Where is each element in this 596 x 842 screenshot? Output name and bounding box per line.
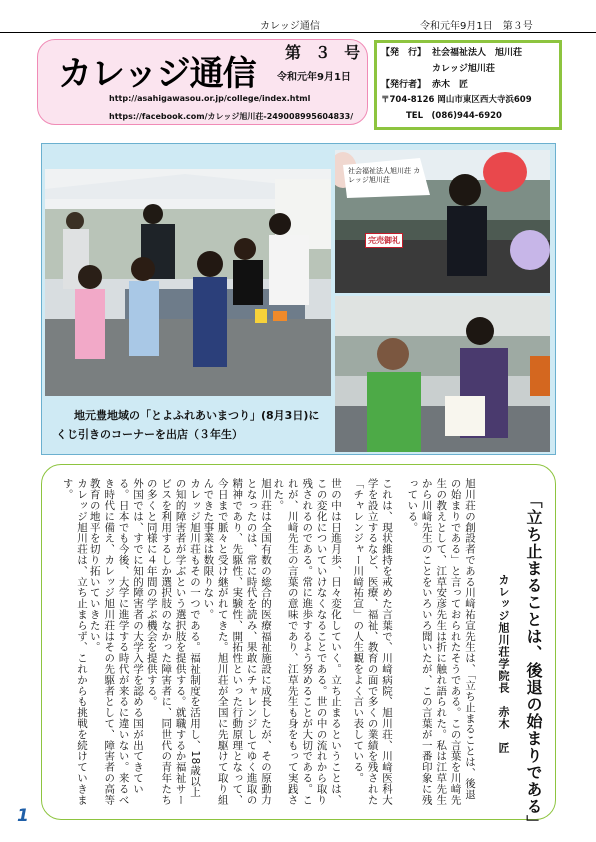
masthead-title: カレッジ通信 (58, 54, 256, 94)
booth-sign-text: 社会福祉法人旭川荘 カレッジ旭川荘 (348, 167, 421, 184)
sold-out-badge: 完売御礼 (365, 233, 403, 248)
issuer-name: 赤木 匠 (432, 80, 469, 90)
festival-booth-photo (45, 169, 331, 396)
publisher-college: カレッジ旭川荘 (432, 64, 495, 74)
article-paragraph: 旭川荘の創設者である川﨑祐宣先生は、「立ち止まることは、後退の始まりである」と言っておられたそうである。この言葉を川﨑先生の教えとして、江草安彦先生は折に触れ語られた。私は江草先生から川﨑先生のことをいろいろ聞いたが、この言葉が一番印象に残っている。 (406, 478, 476, 805)
issue-number: 第 ３ 号 (285, 43, 365, 62)
article-paragraph: カレッジ旭川荘は、立ち止まらず、これからも挑戦を続けていきます。 (61, 478, 88, 805)
photo-caption-line1: 地元豊地域の「とよふれあいまつり」(8月3日)に (74, 409, 320, 422)
header-title: カレッジ通信 (260, 21, 320, 32)
article-byline: カレッジ旭川荘学院長 赤木 匠 (497, 574, 510, 754)
article-heading: 「立ち止まることは、後退の始まりである」 (524, 492, 543, 832)
page-number: 1 (17, 806, 29, 826)
header-rule (0, 32, 596, 33)
publisher-label: 【発 行】 (381, 48, 427, 58)
facebook-link[interactable]: https://facebook.com/カレッジ旭川荘-249008995604833/ (109, 112, 354, 121)
publisher-address: 〒704-8126 岡山市東区西大寺浜609 (381, 95, 532, 105)
website-link[interactable]: http://asahigawasou.or.jp/college/index.html (109, 94, 311, 103)
photo-caption-line2: くじ引きのコーナーを出店（３年生） (56, 428, 243, 441)
article-paragraph: 旭川荘は全国有数の総合的医療福祉施設に成長したが、その原動力となったのは、常に時代を読み、果敢にチャレンジしてゆく進取の精神であり、先駆性、実験性、開拓性といった行動原理となって、今日まで脈々と受け継がれてきた。旭川荘が全国に先駆けて取り組んできた事業は数限りない。 (202, 478, 272, 805)
article-paragraph: 世の中は日進月歩、日々変化していく。立ち止まるということは、この変化についていけなくなることである。世の中の流れから取り残されるのである。常に進歩するよう努めることが大切である。これが、川﨑先生の言葉の意味であり、江草先生も身をもって実践された。 (272, 478, 342, 805)
publisher-phone: TEL (086)944-6920 (406, 111, 502, 121)
publisher-name: 社会福祉法人 旭川荘 (432, 48, 523, 58)
issue-date: 令和元年9月1日 (277, 72, 351, 83)
lottery-box-photo (335, 296, 550, 452)
article-paragraph: 外国では、すでに知的障害者の大学入学を認める国が出てきている。日本でも今後、大学に進学する時代が来るに違いない。来るべき時代に備え、カレッジ旭川荘はその先駆者として、障害者の高等教育の地平を切り拓いていきたい。 (88, 478, 144, 805)
article-paragraph: これは、現状維持を戒めた言葉で、川﨑病院、旭川荘、川﨑医科大学を設立するなど、医療、福祉、教育の面で多くの業績を残された「チャレンジャー川﨑祐宣」の人生観をよく言い表している。 (352, 478, 393, 805)
article-paragraph: カレッジ旭川荘もその一つである。福祉制度を活用し、18歳以上の知的障害者が学ぶという選択肢を提供する。就職するか福祉サービスを利用するしか選択肢のなかった障害者に、同世代の青年たちの多くと同様に４年間の学ぶ機会を提供する。 (145, 478, 201, 805)
header-date: 令和元年9月1日 第３号 (420, 21, 533, 32)
issuer-label: 【発行者】 (381, 80, 427, 90)
